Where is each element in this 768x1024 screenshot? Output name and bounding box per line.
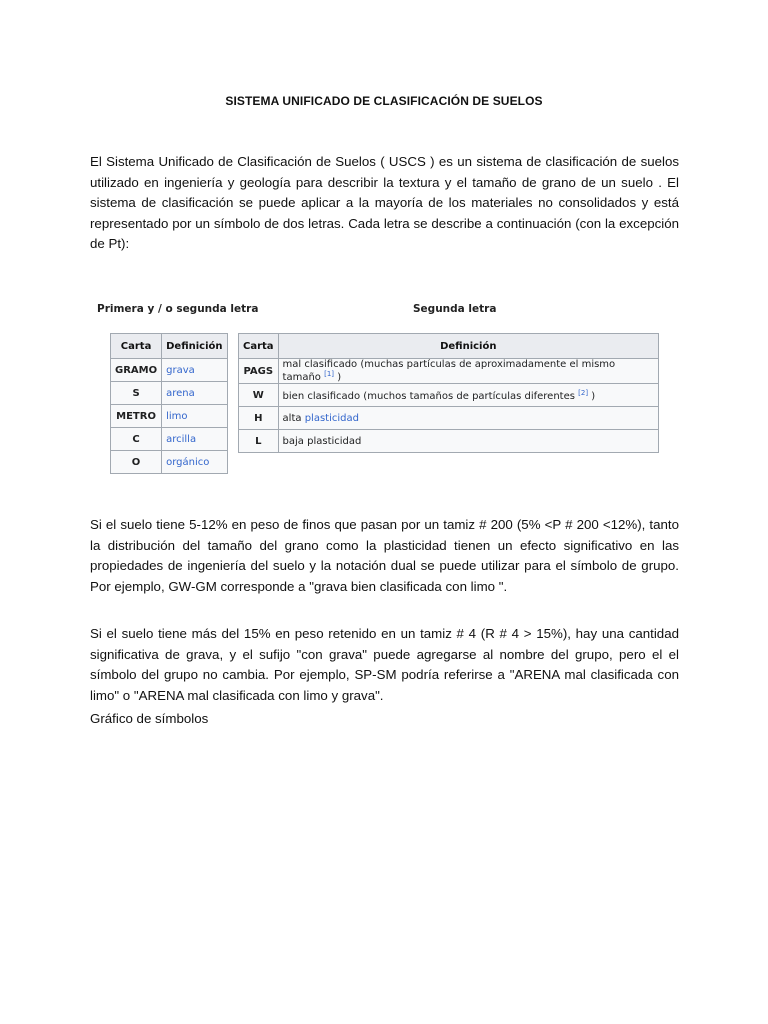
definition-link[interactable]: grava — [162, 359, 227, 382]
definition-text: alta — [282, 412, 305, 424]
table-row — [111, 359, 228, 382]
second-letter-table — [238, 333, 659, 453]
letter-code: S — [111, 382, 162, 405]
reference-link[interactable]: [1] — [324, 370, 335, 378]
definition-cell — [278, 430, 658, 453]
symbols-chart-heading: Gráfico de símbolos — [90, 711, 209, 726]
col-header-definicion: Definición — [278, 334, 658, 359]
definition-text-end: ) — [588, 390, 596, 402]
definition-text: baja plasticidad — [282, 435, 362, 447]
letter-code: C — [111, 428, 162, 451]
table-row — [239, 359, 659, 384]
fines-paragraph: Si el suelo tiene 5-12% en peso de finos que pasan por un tamiz # 200 (5% <P # 200 <12%), tanto la distribución del tamaño del grano como la plasticidad tienen un efecto significativo en las propiedades de ingeniería del suelo y la notación dual se puede utilizar para el símbolo de grupo. Por ejemplo, GW-GM corresponde a "grava bien clasificada con limo ". — [90, 517, 679, 594]
letter-code: METRO — [111, 405, 162, 428]
definition-link[interactable]: plasticidad — [304, 412, 359, 424]
letter-code: L — [239, 430, 279, 453]
definition-text: mal clasificado (muchas partículas de aproximadamente el mismo tamaño — [282, 359, 616, 383]
definition-link[interactable]: orgánico — [162, 451, 227, 474]
col-header-carta: Carta — [239, 334, 279, 359]
letter-code: W — [239, 384, 279, 407]
first-letter-table — [110, 333, 228, 474]
gravel-paragraph: Si el suelo tiene más del 15% en peso retenido en un tamiz # 4 (R # 4 > 15%), hay una cantidad significativa de grava, y el sufijo "con grava" puede agregarse al nombre del grupo, pero el el símbolo del grupo no cambia. Por ejemplo, SP-SM podría referirse a "ARENA mal clasificada con limo" o "ARENA mal clasificada con limo y grava". — [90, 626, 679, 703]
table-row — [111, 451, 228, 474]
intro-paragraph: El Sistema Unificado de Clasificación de Suelos ( USCS ) es un sistema de clasificación de suelos utilizado en ingeniería y geología para describir la textura y el tamaño de grano de un suelo . El sistema de clasificación se puede aplicar a la mayoría de los materiales no consolidados y está representado por un símbolo de dos letras. Cada letra se describe a continuación (con la excepción de Pt): — [90, 154, 679, 251]
table-row — [111, 405, 228, 428]
letter-code: PAGS — [239, 359, 279, 384]
col-header-definicion: Definición — [162, 334, 227, 359]
table1-caption: Primera y / o segunda letra — [97, 303, 259, 315]
definition-cell — [278, 359, 658, 384]
table-row — [239, 384, 659, 407]
table2-caption: Segunda letra — [413, 303, 497, 315]
definition-cell — [278, 384, 658, 407]
table-row — [239, 430, 659, 453]
letter-code: GRAMO — [111, 359, 162, 382]
table-row — [111, 428, 228, 451]
definition-link[interactable]: arena — [162, 382, 227, 405]
table-row — [239, 407, 659, 430]
table-row — [111, 382, 228, 405]
definition-cell — [278, 407, 658, 430]
letter-code: H — [239, 407, 279, 430]
document-title: SISTEMA UNIFICADO DE CLASIFICACIÓN DE SUELOS — [225, 94, 543, 108]
col-header-carta: Carta — [111, 334, 162, 359]
letter-code: O — [111, 451, 162, 474]
definition-text: bien clasificado (muchos tamaños de partículas diferentes — [282, 390, 579, 402]
definition-link[interactable]: limo — [162, 405, 227, 428]
definition-link[interactable]: arcilla — [162, 428, 227, 451]
definition-text-end: ) — [334, 372, 342, 383]
reference-link[interactable]: [2] — [578, 388, 589, 397]
